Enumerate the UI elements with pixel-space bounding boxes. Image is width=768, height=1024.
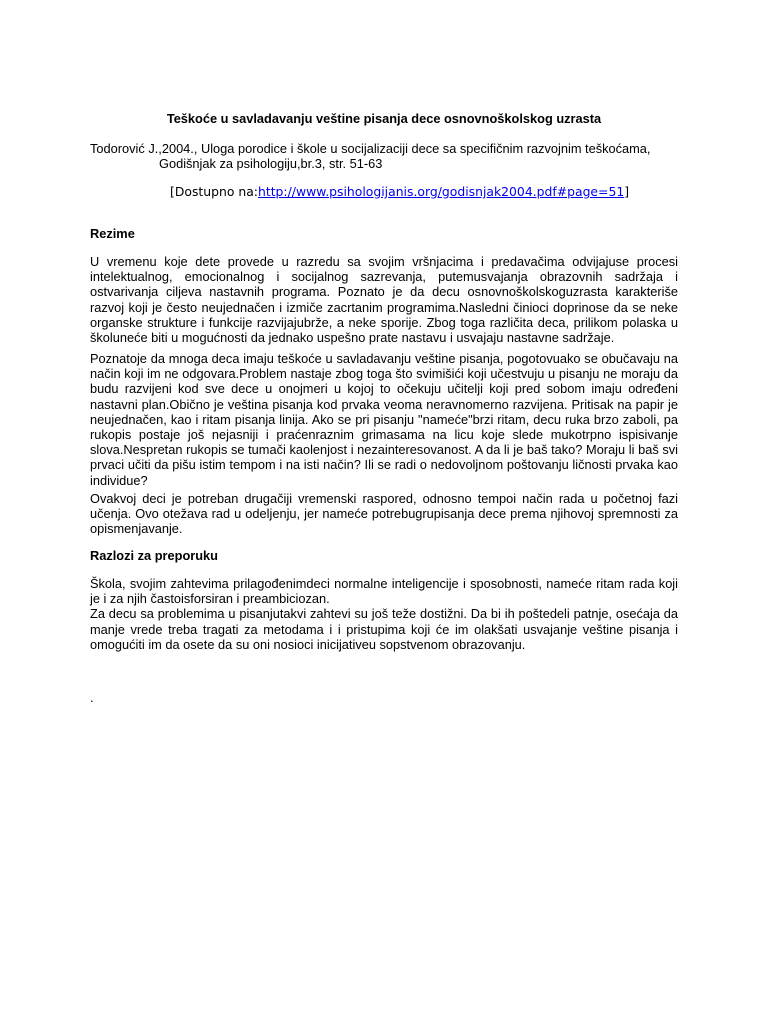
stray-period: . (90, 690, 94, 705)
paragraph-4-line-2: Za decu sa problemima u pisanjutakvi zahtevi su još teže dostižni. Da bi ih poštedeli patnje, osećaja da manje vrede treba tragati za metodama i i pristupima koji će im olakšati usvajanje veštine pisanja i omogućiti im da osete da su oni nosioci inicijativeu sopstvenom obrazovanju. (90, 606, 678, 652)
availability-note (170, 184, 730, 199)
paragraph-4-line-1: Škola, svojim zahtevima prilagođenimdeci normalne inteligencije i sposobnosti, nameće ritam rada koji je i za njih častoisforsiran i preambiciozan. (90, 576, 678, 607)
paragraph-1: U vremenu koje dete provede u razredu sa svojim vršnjacima i predavačima odvijajuse procesi intelektualnog, emocionalnog i socijalnog sazrevanja, putemusvajanja obrazovnih sadržaja i ostvarivanja ciljeva nastavnih programa. Poznato je da decu osnovnoškolskoguzrasta karakteriše razvoj koji je često neujednačen i izmiče zacrtanim programima.Naslednі činioci doprinose da se neke organske strukture i funkcije razvijajubrže, a neke sporije. Zbog toga različita deca, prilikom polaska u školuneće biti u mogućnosti da jednako uspešno prate nastavu i usvajaju nastavne sadržaje. (90, 254, 678, 346)
citation-line-1: Todorović J.,2004., Uloga porodice i škole u socijalizaciji dece sa specifičnim razvojnim teškoćama, (90, 141, 651, 156)
paragraph-2: Poznatoje da mnoga deca imaju teškoće u savladavanju veštine pisanja, pogotovuako se obučavaju na način koji im ne odgovara.Problem nastaje zbog toga što svimišići koji učestvuju u pisanju ne moraju da budu razvijeni kod sve dece u onojmeri u kojoj to očekuju učitelji koji pred sobom imaju određeni nastavni plan.Obično je veština pisanja kod prvaka veoma neravnomerno razvijena. Pritisak na papir je neujednačen, kao i ritam pisanja linija. Ako se pri pisanju "nameće"brzi ritam, decu ruka brzo zaboli, pa rukopis postaje još nejasniji i praćenraznim grimasama na licu koje slede mukotrpno ispisivanje slova.Nespretan rukopis se tumači kaolenjost i nezainteresovanost. A da li je baš tako? Moraju li baš svi prvaci učiti da pišu istim tempom i na isti način? Ili se radi o nedovoljnom poštovanju ličnosti prvaka kao individue? (90, 351, 678, 488)
availability-suffix: ] (624, 184, 630, 199)
citation-line-2: Godišnjak za psihologiju,br.3, str. 51-63 (159, 156, 383, 172)
document-title: Teškoće u savladavanju veštine pisanja dece osnovnoškolskog uzrasta (166, 111, 602, 126)
source-link[interactable]: http://www.psihologijanis.org/godisnjak2004.pdf#page=51 (257, 184, 625, 199)
paragraph-4 (90, 576, 678, 652)
section-heading-rezime: Rezime (90, 226, 135, 241)
availability-prefix: [Dostupno na: (170, 184, 258, 199)
section-heading-razlozi: Razlozi za preporuku (90, 548, 218, 563)
citation (90, 141, 690, 171)
paragraph-3: Ovakvoj deci je potreban drugačiji vremenski raspored, odnosno tempoi način rada u početnoj fazi učenja. Ovo otežava rad u odeljenju, jer nameće potrebugrupisanja dece prema njihovoj spremnosti za opismenjavanje. (90, 491, 678, 537)
